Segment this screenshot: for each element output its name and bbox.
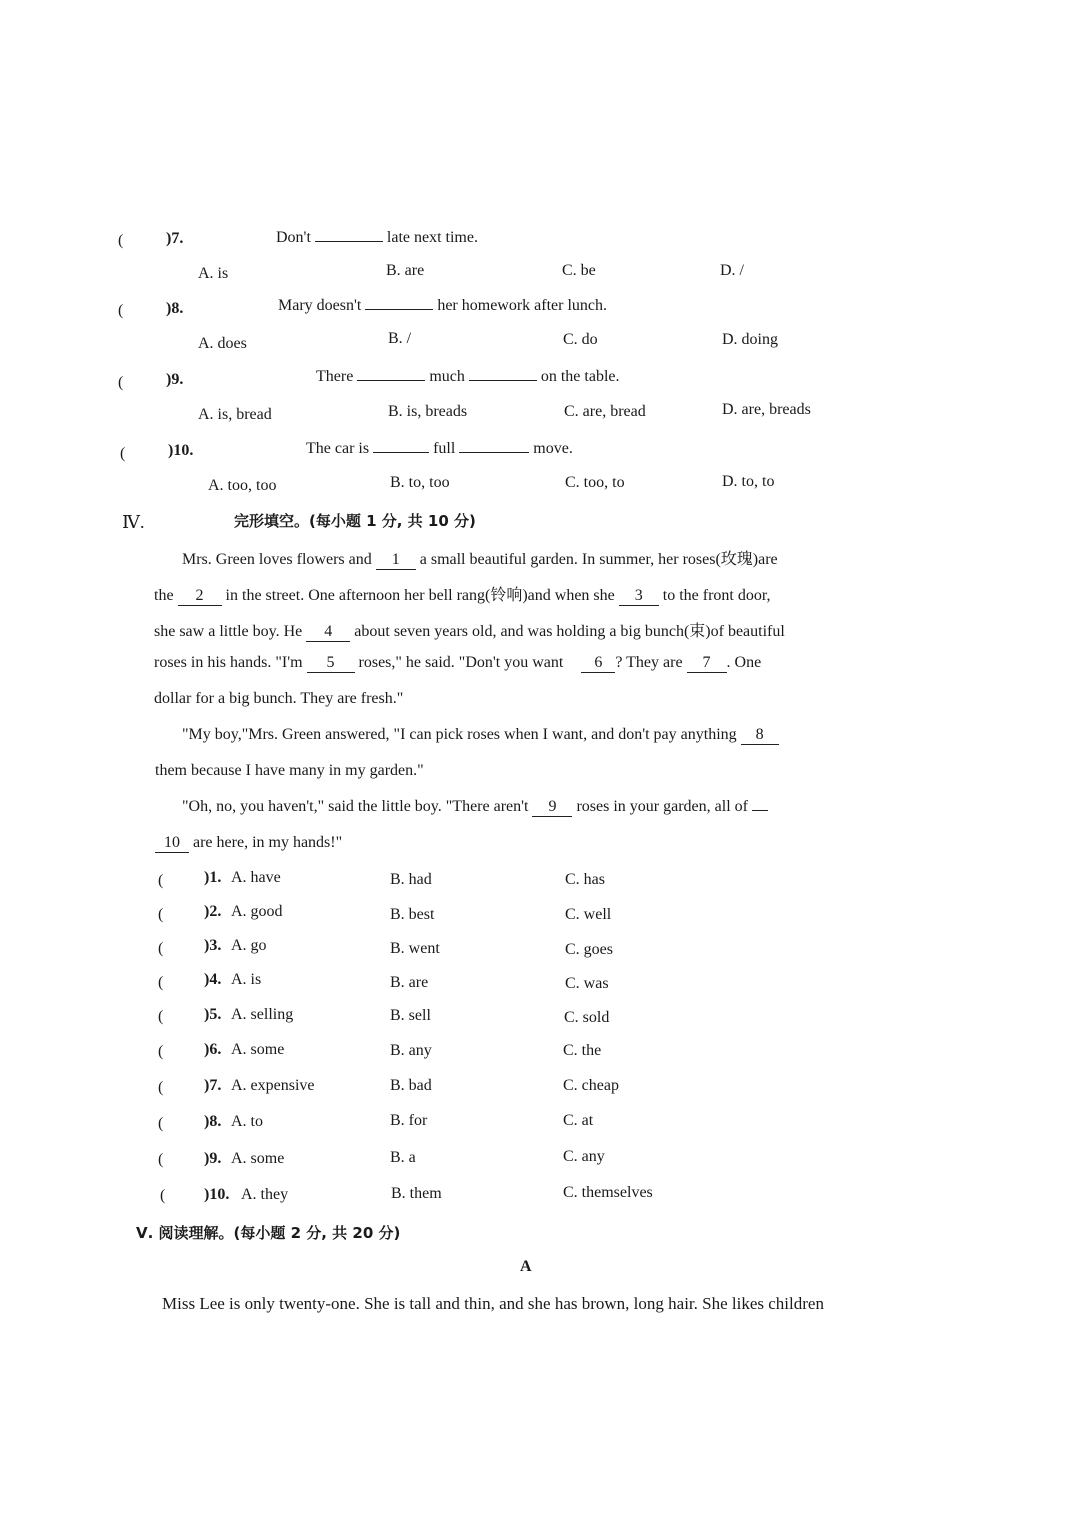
option-c: C. at xyxy=(563,1112,594,1129)
answer-blank xyxy=(373,452,429,453)
passage-label: A xyxy=(520,1258,532,1275)
option-c: C. any xyxy=(563,1148,605,1165)
option-b: B. sell xyxy=(390,1007,431,1024)
answer-paren: ( xyxy=(158,1115,164,1132)
answer-paren: ( xyxy=(118,232,124,249)
question-number: )7. xyxy=(166,230,184,247)
option-c: C. has xyxy=(565,871,605,888)
answer-paren: ( xyxy=(158,1151,164,1168)
option: B. to, too xyxy=(390,474,450,491)
question-number: )10. xyxy=(168,442,194,459)
cloze-blank: 10 xyxy=(155,834,189,853)
option-number: )10. xyxy=(204,1186,230,1203)
cloze-blank: 6 xyxy=(581,654,615,673)
option-number: )9. xyxy=(204,1150,222,1167)
answer-paren: ( xyxy=(158,906,164,923)
question-number: )8. xyxy=(166,300,184,317)
option-b: B. bad xyxy=(390,1077,432,1094)
passage-line: Mrs. Green loves flowers and 1 a small beautiful garden. In summer, her roses(玫瑰)are xyxy=(182,551,778,568)
passage-line: Miss Lee is only twenty-one. She is tall and thin, and she has brown, long hair. She likes children xyxy=(162,1294,824,1313)
section-heading: Ⅴ. 阅读理解。(每小题 2 分, 共 20 分) xyxy=(136,1224,401,1242)
cloze-blank: 2 xyxy=(178,587,222,606)
option-c: C. themselves xyxy=(563,1184,653,1201)
answer-blank xyxy=(315,241,383,242)
option: B. is, breads xyxy=(388,403,468,420)
option: D. to, to xyxy=(722,473,775,490)
option: C. be xyxy=(562,262,596,279)
option-a: A. go xyxy=(231,937,267,954)
answer-blank xyxy=(469,380,537,381)
option-a: A. some xyxy=(231,1041,285,1058)
option: A. does xyxy=(198,335,247,352)
answer-paren: ( xyxy=(158,1079,164,1096)
option-c: C. sold xyxy=(564,1009,610,1026)
option-number: )6. xyxy=(204,1041,222,1058)
option-a: A. some xyxy=(231,1150,285,1167)
option: C. too, to xyxy=(565,474,625,491)
option-a: A. to xyxy=(231,1113,263,1130)
passage-line: she saw a little boy. He 4 about seven years old, and was holding a big bunch(束)of beautiful xyxy=(154,623,785,640)
option-number: )8. xyxy=(204,1113,222,1130)
option-a: A. selling xyxy=(231,1006,294,1023)
option: C. are, bread xyxy=(564,403,646,420)
passage-line: "Oh, no, you haven't," said the little boy. "There aren't 9 roses in your garden, all of xyxy=(182,798,768,817)
answer-paren: ( xyxy=(158,1008,164,1025)
cloze-blank: 5 xyxy=(307,654,355,673)
option: D. are, breads xyxy=(722,401,811,418)
answer-paren: ( xyxy=(160,1187,166,1204)
cloze-blank xyxy=(752,810,768,811)
option-c: C. well xyxy=(565,906,612,923)
option-b: B. are xyxy=(390,974,429,991)
option: D. / xyxy=(720,262,744,279)
option-b: B. for xyxy=(390,1112,428,1129)
question-stem: The car is full move. xyxy=(306,440,573,457)
option-a: A. they xyxy=(241,1186,289,1203)
answer-paren: ( xyxy=(120,445,126,462)
passage-line: roses in his hands. "I'm 5 roses," he said. "Don't you want 6 ? They are 7 . One xyxy=(154,654,762,671)
option: A. too, too xyxy=(208,477,277,494)
option-number: )2. xyxy=(204,903,222,920)
option-number: )5. xyxy=(204,1006,222,1023)
option: B. / xyxy=(388,330,412,347)
option-a: A. have xyxy=(231,869,281,886)
answer-paren: ( xyxy=(158,872,164,889)
passage-line: dollar for a big bunch. They are fresh." xyxy=(154,690,404,707)
answer-paren: ( xyxy=(158,940,164,957)
option-a: A. expensive xyxy=(231,1077,315,1094)
answer-paren: ( xyxy=(158,974,164,991)
option-number: )1. xyxy=(204,869,222,886)
option: A. is xyxy=(198,265,229,282)
section-heading: 完形填空。(每小题 1 分, 共 10 分) xyxy=(234,512,476,530)
option-c: C. the xyxy=(563,1042,602,1059)
cloze-blank: 7 xyxy=(687,654,727,673)
answer-blank xyxy=(459,452,529,453)
question-stem: Don't late next time. xyxy=(276,229,478,246)
option: A. is, bread xyxy=(198,406,272,423)
question-stem: Mary doesn't her homework after lunch. xyxy=(278,297,608,314)
option-b: B. a xyxy=(390,1149,416,1166)
question-stem: There much on the table. xyxy=(316,368,620,385)
option-b: B. any xyxy=(390,1042,432,1059)
answer-blank xyxy=(357,380,425,381)
cloze-blank: 9 xyxy=(532,798,572,817)
cloze-blank: 8 xyxy=(741,726,779,745)
option-a: A. is xyxy=(231,971,262,988)
section-number: Ⅳ. xyxy=(122,512,145,532)
question-number: )9. xyxy=(166,371,184,388)
option-number: )4. xyxy=(204,971,222,988)
passage-line: the 2 in the street. One afternoon her bell rang(铃响)and when she 3 to the front door, xyxy=(154,587,771,604)
option-number: )3. xyxy=(204,937,222,954)
option-b: B. them xyxy=(391,1185,442,1202)
cloze-blank: 4 xyxy=(306,623,350,642)
cloze-blank: 1 xyxy=(376,551,416,570)
cloze-blank: 3 xyxy=(619,587,659,606)
option-b: B. had xyxy=(390,871,432,888)
option: C. do xyxy=(563,331,598,348)
answer-paren: ( xyxy=(118,302,124,319)
option-c: C. cheap xyxy=(563,1077,619,1094)
option: B. are xyxy=(386,262,425,279)
answer-paren: ( xyxy=(118,374,124,391)
passage-line: them because I have many in my garden." xyxy=(155,762,424,779)
passage-line: "My boy,"Mrs. Green answered, "I can pick roses when I want, and don't pay anything 8 xyxy=(182,726,779,745)
option-b: B. best xyxy=(390,906,435,923)
answer-blank xyxy=(365,309,433,310)
option-number: )7. xyxy=(204,1077,222,1094)
passage-line: 10 are here, in my hands!" xyxy=(155,834,342,853)
answer-paren: ( xyxy=(158,1043,164,1060)
option: D. doing xyxy=(722,331,778,348)
option-a: A. good xyxy=(231,903,283,920)
option-b: B. went xyxy=(390,940,440,957)
option-c: C. goes xyxy=(565,941,613,958)
option-c: C. was xyxy=(565,975,609,992)
